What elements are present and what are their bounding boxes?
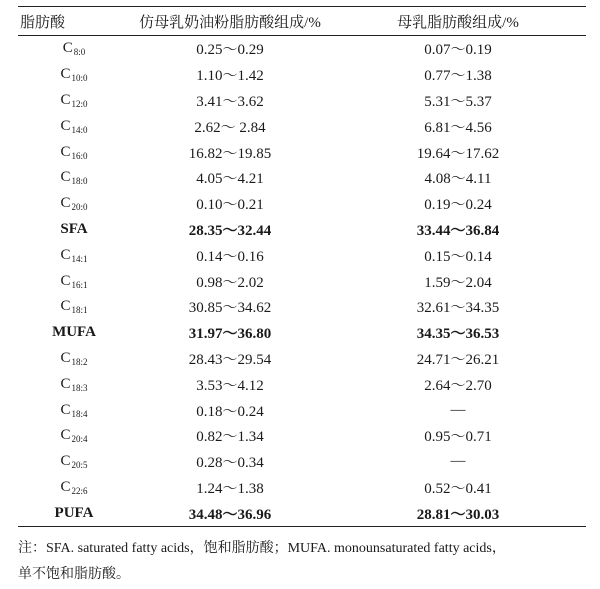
formula-composition-value: 0.98～2.02 (196, 274, 264, 291)
fatty-acid-name (18, 475, 130, 501)
fatty-acid-symbol: C (60, 478, 71, 495)
table-row (18, 320, 586, 346)
breast-milk-composition-value: 0.77～1.38 (424, 68, 492, 85)
fatty-acid-subscript: 20:4 (71, 434, 88, 445)
fatty-acid-symbol: C (60, 117, 71, 134)
table-footnote (18, 536, 586, 588)
fatty-acid-subscript: 16:1 (71, 279, 88, 290)
fatty-acid-symbol: C (60, 375, 71, 392)
fatty-acid-subscript: 20:0 (71, 202, 88, 213)
fatty-acid-subscript: 8:0 (73, 47, 86, 58)
table-row (18, 500, 586, 526)
fatty-acid-name (18, 423, 130, 449)
fatty-acid-name (18, 346, 130, 372)
fatty-acid-name (18, 191, 130, 217)
formula-composition-value: 28.43～29.54 (188, 351, 272, 368)
formula-composition-value: 0.28～0.34 (196, 455, 264, 472)
fatty-acid-symbol: MUFA (52, 324, 96, 341)
fatty-acid-subscript: 18:2 (71, 356, 88, 367)
fatty-acid-symbol: C (60, 143, 71, 160)
fatty-acid-symbol: SFA (60, 220, 88, 237)
fatty-acid-name (18, 36, 130, 62)
footnote-line-2: 单不饱和脂肪酸。 (18, 567, 130, 582)
fatty-acid-name (18, 294, 130, 320)
table-row (18, 242, 586, 268)
fatty-acid-subscript: 22:6 (71, 485, 88, 496)
breast-milk-composition-value: 1.59～2.04 (424, 274, 492, 291)
fatty-acid-subscript: 14:0 (71, 124, 88, 135)
fatty-acid-symbol: C (60, 195, 71, 212)
table-row (18, 346, 586, 372)
table-row (18, 268, 586, 294)
fatty-acid-name (18, 113, 130, 139)
formula-composition-value: 0.14～0.16 (196, 248, 264, 265)
fatty-acid-subscript: 16:0 (71, 150, 88, 161)
formula-composition-value: 31.97～36.80 (188, 326, 272, 343)
header-fatty-acid: 脂肪酸 (20, 14, 66, 31)
table-row (18, 294, 586, 320)
fatty-acid-symbol: C (60, 298, 71, 315)
breast-milk-composition-value: 28.81～30.03 (416, 506, 500, 523)
table-row (18, 36, 586, 62)
fatty-acid-subscript: 18:0 (71, 176, 88, 187)
breast-milk-composition-value: — (450, 401, 466, 418)
breast-milk-composition-value: 5.31～5.37 (424, 93, 492, 110)
breast-milk-composition-value: 2.64～2.70 (424, 377, 492, 394)
fatty-acid-symbol: C (60, 272, 71, 289)
fatty-acid-symbol: C (60, 401, 71, 418)
breast-milk-composition-value: 0.15～0.14 (424, 248, 492, 265)
fatty-acid-symbol: C (60, 91, 71, 108)
table-row (18, 62, 586, 88)
fatty-acid-table (18, 6, 586, 527)
fatty-acid-name (18, 62, 130, 88)
formula-composition-value: 28.35～32.44 (188, 222, 272, 239)
breast-milk-composition-value: 0.52～0.41 (424, 480, 492, 497)
fatty-acid-name (18, 217, 130, 243)
fatty-acid-name (18, 139, 130, 165)
table-row (18, 217, 586, 243)
fatty-acid-subscript: 14:1 (71, 253, 88, 264)
fatty-acid-name (18, 242, 130, 268)
formula-composition-value: 3.41～3.62 (196, 93, 264, 110)
table-row (18, 165, 586, 191)
formula-composition-value: 0.25～0.29 (196, 42, 264, 59)
breast-milk-composition-value: 19.64～17.62 (416, 145, 500, 162)
breast-milk-composition-value: 24.71～26.21 (416, 351, 500, 368)
formula-composition-value: 2.62～ 2.84 (194, 119, 266, 136)
breast-milk-composition-value: 32.61～34.35 (416, 300, 500, 317)
fatty-acid-symbol: C (60, 169, 71, 186)
fatty-acid-symbol: C (60, 66, 71, 83)
table-row (18, 88, 586, 114)
formula-composition-value: 3.53～4.12 (196, 377, 264, 394)
fatty-acid-name (18, 397, 130, 423)
table-row (18, 113, 586, 139)
table-row (18, 397, 586, 423)
breast-milk-composition-value: 0.19～0.24 (424, 197, 492, 214)
formula-composition-value: 0.10～0.21 (196, 197, 264, 214)
formula-composition-value: 4.05～4.21 (196, 171, 264, 188)
breast-milk-composition-value: 6.81～4.56 (424, 119, 492, 136)
fatty-acid-name (18, 88, 130, 114)
formula-composition-value: 30.85～34.62 (188, 300, 272, 317)
fatty-acid-symbol: C (60, 427, 71, 444)
fatty-acid-symbol: PUFA (54, 504, 94, 521)
fatty-acid-name (18, 320, 130, 346)
header-row (18, 7, 586, 36)
fatty-acid-subscript: 18:4 (71, 408, 88, 419)
formula-composition-value: 16.82～19.85 (188, 145, 272, 162)
fatty-acid-name (18, 268, 130, 294)
fatty-acid-subscript: 10:0 (71, 73, 88, 84)
table-row (18, 371, 586, 397)
formula-composition-value: 0.18～0.24 (196, 403, 264, 420)
breast-milk-composition-value: 33.44～36.84 (416, 222, 500, 239)
fatty-acid-symbol: C (60, 246, 71, 263)
fatty-acid-symbol: C (60, 349, 71, 366)
fatty-acid-name (18, 371, 130, 397)
breast-milk-composition-value: 0.95～0.71 (424, 429, 492, 446)
formula-composition-value: 34.48～36.96 (188, 506, 272, 523)
fatty-acid-subscript: 18:3 (71, 382, 88, 393)
table-row (18, 191, 586, 217)
fatty-acid-subscript: 18:1 (71, 305, 88, 316)
fatty-acid-name (18, 165, 130, 191)
table-row (18, 475, 586, 501)
breast-milk-composition-value: 34.35～36.53 (416, 326, 500, 343)
breast-milk-composition-value: — (450, 453, 466, 470)
breast-milk-composition-value: 4.08～4.11 (424, 171, 492, 188)
fatty-acid-table-container (18, 6, 586, 527)
formula-composition-value: 0.82～1.34 (196, 429, 264, 446)
header-breast-milk-composition: 母乳脂肪酸组成/% (397, 14, 519, 31)
table-row (18, 139, 586, 165)
footnote-line-1: 注：SFA. saturated fatty acids，饱和脂肪酸；MUFA. monounsaturated fatty acids， (18, 541, 506, 556)
header-formula-composition: 仿母乳奶油粉脂肪酸组成/% (139, 14, 321, 31)
table-row (18, 449, 586, 475)
table-body (18, 36, 586, 527)
fatty-acid-name (18, 449, 130, 475)
fatty-acid-subscript: 12:0 (71, 98, 88, 109)
fatty-acid-subscript: 20:5 (71, 460, 88, 471)
formula-composition-value: 1.10～1.42 (196, 68, 264, 85)
breast-milk-composition-value: 0.07～0.19 (424, 42, 492, 59)
fatty-acid-symbol: C (60, 453, 71, 470)
table-row (18, 423, 586, 449)
formula-composition-value: 1.24～1.38 (196, 480, 264, 497)
fatty-acid-name (18, 500, 130, 526)
fatty-acid-symbol: C (62, 40, 73, 57)
table-header (18, 7, 586, 36)
